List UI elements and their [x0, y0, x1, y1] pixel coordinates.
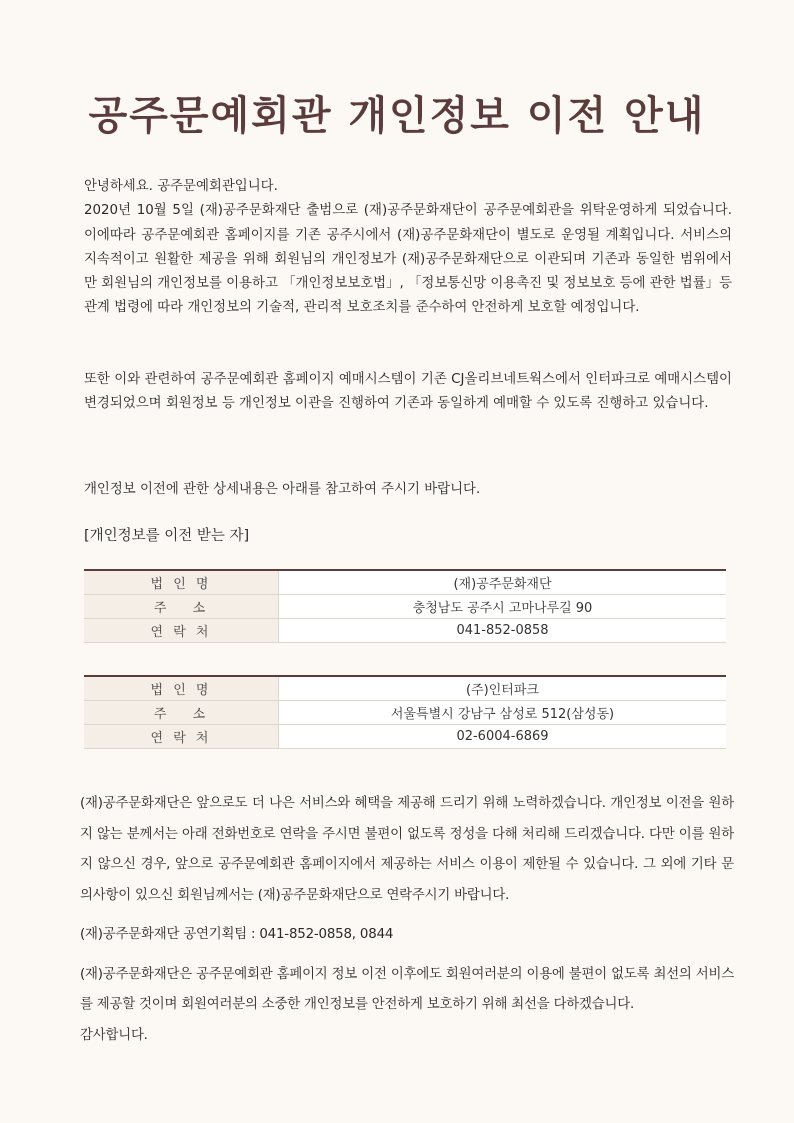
address-value: 서울특별시 강남구 삼성로 512(삼성동)	[279, 701, 727, 725]
table-row	[84, 676, 726, 701]
closing-section	[80, 789, 734, 1051]
corp-name-value: (재)공주문화재단	[279, 570, 727, 595]
contact-value: 041-852-0858	[279, 619, 727, 643]
contact-line-text: (재)공주문화재단 공연기획팀 : 041-852-0858, 0844	[80, 927, 394, 942]
recipient-table-interpark	[84, 675, 726, 749]
table-row	[84, 619, 726, 643]
ticketing-notice-text: 또한 이와 관련하여 공주문예회관 홈페이지 예매시스템이 기존 CJ올리브네트웍스에서 인터파크로 예매시스템이 변경되었으며 회원정보 등 개인정보 이관을 진행하여 기존과 동일하게 예매할 수 있도록 진행하고 있습니다.	[84, 372, 732, 412]
thanks-text: 감사합니다.	[80, 1027, 148, 1043]
corp-name-label: 법 인 명	[84, 570, 279, 595]
contact-value: 02-6004-6869	[279, 725, 727, 749]
greeting-text: 안녕하세요. 공주문예회관입니다.	[84, 179, 278, 194]
address-label: 주 소	[84, 701, 279, 725]
recipient-heading: [개인정보를 이전 받는 자]	[84, 528, 250, 544]
table-row	[84, 701, 726, 725]
opt-out-notice-text: (재)공주문화재단은 앞으로도 더 나은 서비스와 혜택을 제공해 드리기 위해 노력하겠습니다. 개인정보 이전을 원하지 않는 분께서는 아래 전화번호로 연락을 주시면 불편이 없도록 정성을 다해 처리해 드리겠습니다. 다만 이를 원하지 않으신 경우, 앞으로 공주문예회관 홈페이지에서 제공하는 서비스 이용이 제한될 수 있습니다. 그 외에 기타 문의사항이 있으신 회원님께서는 (재)공주문화재단으로 연락주시기 바랍니다.	[80, 796, 734, 903]
table-row	[84, 570, 726, 595]
corp-name-label: 법 인 명	[84, 676, 279, 701]
intro-section	[84, 175, 732, 321]
closing-promise-text: (재)공주문화재단은 공주문예회관 홈페이지 정보 이전 이후에도 회원여러분의 이용에 불편이 없도록 최선의 서비스를 제공할 것이며 회원여러분의 소중한 개인정보를 안전하게 보호하기 위해 최선을 다하겠습니다.	[80, 966, 734, 1012]
detail-notice-text: 개인정보 이전에 관한 상세내용은 아래를 참고하여 주시기 바랍니다.	[84, 482, 481, 497]
recipient-table-foundation	[84, 569, 726, 643]
table-row	[84, 595, 726, 619]
contact-label: 연 락 처	[84, 619, 279, 643]
contact-label: 연 락 처	[84, 725, 279, 749]
address-value: 충청남도 공주시 고마나루길 90	[279, 595, 727, 619]
address-label: 주 소	[84, 595, 279, 619]
corp-name-value: (주)인터파크	[279, 676, 727, 701]
page-title: 공주문예회관 개인정보 이전 안내	[88, 93, 706, 139]
transfer-reason-text: 2020년 10월 5일 (재)공주문화재단 출범으로 (재)공주문화재단이 공주문예회관을 위탁운영하게 되었습니다. 이에따라 공주문예회관 홈페이지를 기존 공주시에서 (재)공주문화재단이 별도로 운영될 계획입니다. 서비스의 지속적이고 원활한 제공을 위해 회원님의 개인정보가 (재)공주문화재단으로 이관되며 기존과 동일한 범위에서만 회원님의 개인정보를 이용하고 「개인정보보호법」, 「정보통신망 이용촉진 및 정보보호 등에 관한 법률」등 관계 법령에 따라 개인정보의 기술적, 관리적 보호조치를 준수하여 안전하게 보호할 예정입니다.	[84, 203, 732, 316]
table-row	[84, 725, 726, 749]
